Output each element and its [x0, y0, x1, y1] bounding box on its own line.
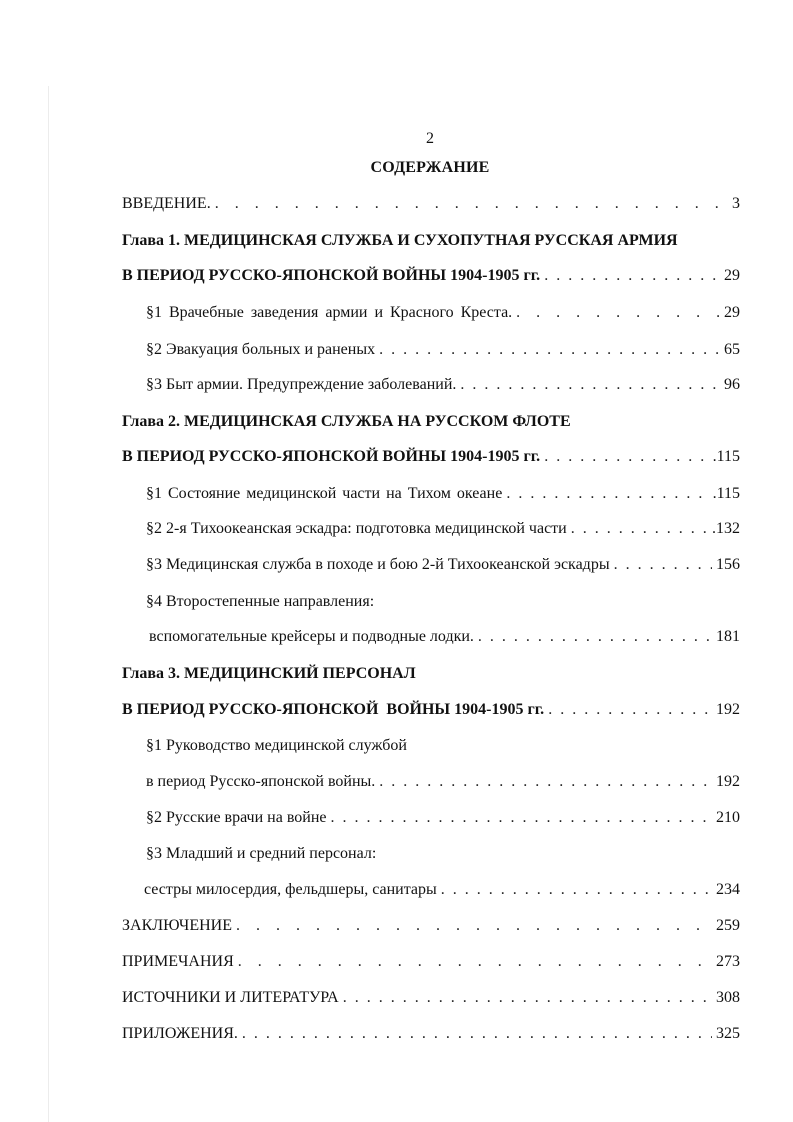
leader-dots	[571, 518, 708, 540]
leader-dots	[379, 339, 720, 361]
leader-dots	[242, 1023, 712, 1045]
leader-dots	[215, 193, 728, 215]
leader-dots	[460, 374, 720, 396]
toc-entry-label: В ПЕРИОД РУССКО-ЯПОНСКОЙ ВОЙНЫ 1904-1905 гг.	[122, 701, 545, 718]
toc-entry-appendices	[122, 1023, 740, 1045]
toc-entry-introduction	[122, 193, 740, 215]
leader-dots	[236, 915, 712, 937]
toc-entry-page: 96	[724, 376, 740, 393]
toc-entry-label: §2 Русские врачи на войне	[146, 809, 327, 826]
leader-dots	[544, 446, 708, 468]
leader-dots	[548, 699, 712, 721]
toc-section-2-1	[146, 483, 740, 505]
toc-entry-page: .115	[712, 448, 740, 465]
toc-entry-page: 308	[716, 989, 740, 1006]
toc-chapter-1-title	[122, 230, 740, 252]
leader-dots	[516, 302, 720, 324]
toc-entry-label: §1 Состояние медицинской части на Тихом океане	[146, 485, 503, 502]
toc-section-1-1	[146, 302, 740, 324]
toc-section-3-2	[146, 807, 740, 829]
toc-entry-label: в период Русско-японской войны.	[146, 773, 376, 790]
leader-dots	[379, 771, 712, 793]
toc-entry-page: 210	[716, 809, 740, 826]
toc-entry-label: ВВЕДЕНИЕ.	[122, 195, 211, 212]
toc-entry-label: §1 Руководство медицинской службой	[146, 737, 407, 754]
toc-section-3-3-continued	[144, 879, 740, 901]
toc-section-3-1	[146, 735, 740, 757]
toc-entry-label: В ПЕРИОД РУССКО-ЯПОНСКОЙ ВОЙНЫ 1904-1905 гг.	[122, 448, 541, 465]
toc-section-2-3	[146, 554, 740, 576]
toc-entry-label: Глава 3. МЕДИЦИНСКИЙ ПЕРСОНАЛ	[122, 665, 416, 682]
toc-entry-page: 156	[716, 556, 740, 573]
toc-entry-page: .115	[712, 485, 740, 502]
toc-entry-label: §2 2-я Тихоокеанская эскадра: подготовка медицинской части	[146, 520, 567, 537]
toc-chapter-1-subtitle	[122, 265, 740, 287]
toc-entry-page: 181	[716, 628, 740, 645]
toc-section-1-2	[146, 339, 740, 361]
leader-dots	[343, 987, 712, 1009]
leader-dots	[544, 265, 720, 287]
leader-dots	[614, 554, 712, 576]
toc-section-2-4-continued	[149, 626, 740, 648]
toc-entry-label: ПРИМЕЧАНИЯ	[122, 953, 234, 970]
toc-entry-page: 29	[724, 267, 740, 284]
toc-entry-page: 234	[716, 881, 740, 898]
toc-entry-label: вспомогательные крейсеры и подводные лодки.	[149, 628, 474, 645]
toc-entry-label: §3 Медицинская служба в походе и бою 2-й Тихоокеанской эскадры	[146, 556, 610, 573]
toc-entry-label: §4 Второстепенные направления:	[146, 593, 375, 610]
toc-entry-label: В ПЕРИОД РУССКО-ЯПОНСКОЙ ВОЙНЫ 1904-1905 гг.	[122, 267, 541, 284]
toc-section-2-4	[146, 591, 740, 613]
toc-entry-label: ИСТОЧНИКИ И ЛИТЕРАТУРА	[122, 989, 339, 1006]
toc-chapter-3-title	[122, 663, 740, 685]
toc-section-3-1-continued	[146, 771, 740, 793]
toc-entry-label: Глава 1. МЕДИЦИНСКАЯ СЛУЖБА И СУХОПУТНАЯ РУССКАЯ АРМИЯ	[122, 232, 678, 249]
toc-section-1-3	[146, 374, 740, 396]
toc-entry-label: ЗАКЛЮЧЕНИЕ	[122, 917, 232, 934]
leader-dots	[478, 626, 712, 648]
toc-entry-page: 192	[716, 773, 740, 790]
toc-entry-label: §3 Быт армии. Предупреждение заболеваний.	[146, 376, 457, 393]
toc-entry-page: 325	[716, 1025, 740, 1042]
leader-dots	[331, 807, 713, 829]
toc-entry-page: 3	[732, 195, 740, 212]
toc-entry-label: Глава 2. МЕДИЦИНСКАЯ СЛУЖБА НА РУССКОМ ФЛОТЕ	[122, 413, 571, 430]
leader-dots	[441, 879, 712, 901]
toc-entry-page: .132	[712, 520, 740, 537]
toc-entry-page: 192	[716, 701, 740, 718]
toc-section-2-2	[146, 518, 740, 540]
toc-entry-label: §2 Эвакуация больных и раненых	[146, 341, 376, 358]
contents-heading: СОДЕРЖАНИЕ	[370, 159, 490, 176]
toc-entry-page: 273	[716, 953, 740, 970]
leader-dots	[238, 951, 712, 973]
toc-chapter-2-subtitle	[122, 446, 740, 468]
toc-entry-sources	[122, 987, 740, 1009]
toc-entry-page: 259	[716, 917, 740, 934]
leader-dots	[506, 483, 708, 505]
toc-entry-label: §1 Врачебные заведения армии и Красного Креста.	[146, 304, 513, 321]
toc-entry-label: сестры милосердия, фельдшеры, санитары	[144, 881, 437, 898]
toc-entry-label: §3 Младший и средний персонал:	[146, 845, 377, 862]
toc-entry-page: 65	[724, 341, 740, 358]
toc-entry-conclusion	[122, 915, 740, 937]
toc-entry-notes	[122, 951, 740, 973]
page-number: 2	[426, 130, 434, 147]
toc-entry-page: 29	[724, 304, 740, 321]
toc-section-3-3	[146, 843, 740, 865]
toc-chapter-3-subtitle	[122, 699, 740, 721]
toc-chapter-2-title	[122, 411, 740, 433]
toc-entry-label: ПРИЛОЖЕНИЯ.	[122, 1025, 238, 1042]
